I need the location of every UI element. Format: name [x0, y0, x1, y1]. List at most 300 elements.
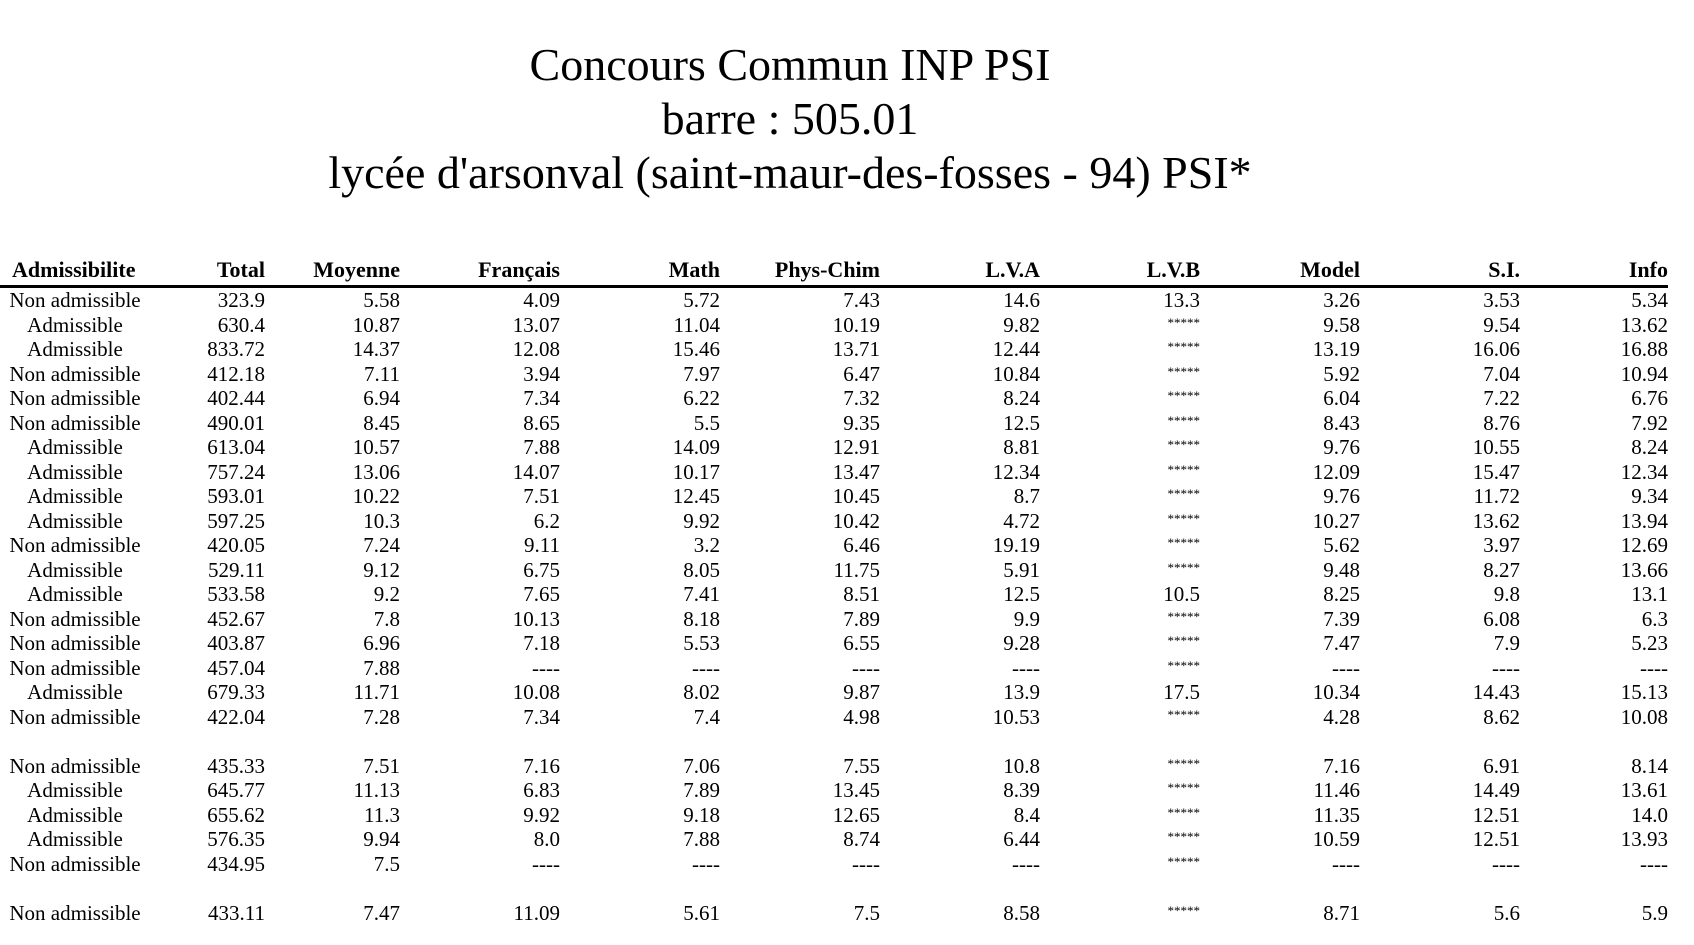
cell-total: 597.25: [207, 508, 265, 533]
cell-moyenne: 7.24: [363, 533, 400, 558]
table-row: [0, 509, 1668, 534]
cell-math: 8.02: [683, 680, 720, 705]
cell-francais: 6.83: [523, 778, 560, 803]
cell-lva: 9.28: [1003, 631, 1040, 656]
cell-si: 11.72: [1473, 484, 1520, 509]
cell-moyenne: 6.96: [363, 631, 400, 656]
cell-model: 5.92: [1323, 361, 1360, 386]
cell-info: 9.34: [1631, 484, 1668, 509]
column-header-phys-chim: Phys-Chim: [774, 257, 880, 282]
cell-lva: 4.72: [1003, 508, 1040, 533]
cell-moyenne: 7.47: [363, 900, 400, 925]
cell-info: 10.08: [1620, 704, 1668, 729]
cell-phys-chim: 10.45: [832, 484, 880, 509]
table-row: [0, 386, 1668, 411]
cell-lva: 12.5: [1003, 582, 1040, 607]
cell-lvb: *****: [1167, 657, 1200, 673]
table-row: [0, 435, 1668, 460]
cell-math: 8.05: [683, 557, 720, 582]
cell-math: 5.72: [683, 288, 720, 313]
cell-lvb: 10.5: [1163, 582, 1200, 607]
cell-lva: 9.82: [1003, 312, 1040, 337]
column-header-moyenne: Moyenne: [313, 257, 400, 282]
table-row: [0, 484, 1668, 509]
cell-math: 11.04: [673, 312, 720, 337]
cell-math: ----: [692, 655, 720, 680]
cell-math: 5.5: [693, 410, 720, 435]
cell-moyenne: 10.57: [352, 435, 400, 460]
cell-lvb: *****: [1167, 314, 1200, 330]
cell-lva: 10.53: [992, 704, 1040, 729]
table-row: [0, 631, 1668, 656]
cell-phys-chim: 8.74: [843, 827, 880, 852]
cell-info: 13.62: [1620, 312, 1668, 337]
cell-total: 757.24: [207, 459, 265, 484]
cell-francais: 12.08: [512, 337, 560, 362]
cell-lvb: *****: [1167, 461, 1200, 477]
cell-lva: ----: [1012, 655, 1040, 680]
cell-phys-chim: 7.5: [853, 900, 880, 925]
cell-si: 10.55: [1472, 435, 1520, 460]
cell-total: 422.04: [207, 704, 265, 729]
cell-math: 5.61: [683, 900, 720, 925]
cell-lva: 19.19: [992, 533, 1040, 558]
cell-admissibilite: Admissible: [27, 778, 123, 803]
cell-si: 7.04: [1483, 361, 1520, 386]
cell-francais: 7.16: [523, 753, 560, 778]
table-row: [0, 680, 1668, 705]
cell-total: 457.04: [207, 655, 265, 680]
table-row: [0, 287, 1668, 313]
cell-lvb: *****: [1167, 853, 1200, 869]
cell-lvb: *****: [1167, 412, 1200, 428]
cell-lva: 12.34: [992, 459, 1040, 484]
table-row: [0, 852, 1668, 877]
cell-total: 655.62: [207, 802, 265, 827]
cell-admissibilite: Admissible: [27, 557, 123, 582]
column-header-si: S.I.: [1488, 257, 1520, 282]
cell-admissibilite: Non admissible: [9, 386, 141, 411]
cell-admissibilite: Admissible: [27, 680, 123, 705]
cell-info: ----: [1640, 851, 1668, 876]
cell-info: 5.34: [1631, 288, 1668, 313]
cell-moyenne: 6.94: [363, 386, 400, 411]
cell-math: 7.4: [693, 704, 720, 729]
cell-info: 13.94: [1620, 508, 1668, 533]
cell-math: 8.18: [683, 606, 720, 631]
cell-francais: 8.65: [523, 410, 560, 435]
cell-admissibilite: Non admissible: [9, 900, 141, 925]
cell-info: 13.61: [1620, 778, 1668, 803]
cell-admissibilite: Non admissible: [9, 410, 141, 435]
cell-total: 452.67: [207, 606, 265, 631]
cell-math: 9.18: [683, 802, 720, 827]
cell-phys-chim: 8.51: [843, 582, 880, 607]
cell-moyenne: 8.45: [363, 410, 400, 435]
cell-si: ----: [1492, 851, 1520, 876]
cell-model: 10.59: [1312, 827, 1360, 852]
cell-total: 403.87: [207, 631, 265, 656]
blank-cell: [0, 876, 1668, 901]
table-row: [0, 705, 1668, 730]
cell-moyenne: 7.28: [363, 704, 400, 729]
cell-francais: ----: [532, 655, 560, 680]
cell-phys-chim: 12.91: [832, 435, 880, 460]
cell-moyenne: 9.2: [373, 582, 400, 607]
cell-moyenne: 7.51: [363, 753, 400, 778]
cell-lvb: *****: [1167, 437, 1200, 452]
cell-math: 6.22: [683, 386, 720, 411]
table-row: [0, 827, 1668, 852]
column-header-admissibilite: Admissibilite: [12, 257, 136, 282]
cell-moyenne: 7.5: [373, 851, 400, 876]
table-header-row: [0, 253, 1668, 287]
cell-lvb: *****: [1167, 804, 1200, 820]
column-header-info: Info: [1628, 257, 1668, 282]
page-title: Concours Commun INP PSI: [529, 39, 1051, 90]
cell-francais: 10.13: [512, 606, 560, 631]
cell-total: 613.04: [207, 435, 265, 460]
table-row: [0, 901, 1668, 926]
cell-si: 14.49: [1472, 778, 1520, 803]
cell-info: 5.9: [1641, 900, 1668, 925]
cell-francais: ----: [532, 851, 560, 876]
column-header-model: Model: [1300, 257, 1360, 282]
cell-francais: 7.34: [523, 704, 560, 729]
table-row: [0, 313, 1668, 338]
cell-lvb: *****: [1167, 510, 1200, 526]
cell-info: 12.34: [1620, 459, 1668, 484]
cell-model: 7.47: [1323, 631, 1360, 656]
cell-francais: 14.07: [512, 459, 560, 484]
cell-math: 3.2: [693, 533, 720, 558]
cell-phys-chim: 10.19: [832, 312, 880, 337]
cell-model: 7.16: [1323, 753, 1360, 778]
cell-phys-chim: 7.55: [843, 753, 880, 778]
cell-moyenne: 7.8: [373, 606, 400, 631]
report-header: [0, 38, 1580, 200]
cell-moyenne: 10.22: [352, 484, 400, 509]
cell-model: ----: [1332, 851, 1360, 876]
cell-lva: 12.44: [992, 337, 1040, 362]
cell-lvb: *****: [1167, 388, 1200, 403]
table-body: [0, 287, 1668, 926]
cell-phys-chim: 9.87: [843, 680, 880, 705]
cell-admissibilite: Non admissible: [9, 753, 141, 778]
cell-si: 12.51: [1472, 827, 1520, 852]
results-table: [0, 253, 1668, 925]
cell-total: 630.4: [217, 312, 265, 337]
cell-phys-chim: 6.47: [843, 361, 880, 386]
cell-si: 7.22: [1483, 386, 1520, 411]
cell-si: 16.06: [1472, 337, 1520, 362]
cell-lva: 10.84: [992, 361, 1040, 386]
cell-info: 7.92: [1631, 410, 1668, 435]
cell-info: 13.93: [1620, 827, 1668, 852]
cell-moyenne: 14.37: [352, 337, 400, 362]
cell-francais: 6.75: [523, 557, 560, 582]
cell-total: 434.95: [207, 851, 265, 876]
cell-phys-chim: 10.42: [832, 508, 880, 533]
cell-lva: ----: [1012, 851, 1040, 876]
cell-total: 435.33: [207, 753, 265, 778]
cell-lvb: *****: [1167, 829, 1200, 844]
cell-si: 9.8: [1493, 582, 1520, 607]
cell-model: 13.19: [1312, 337, 1360, 362]
cell-info: 12.69: [1620, 533, 1668, 558]
cell-lva: 6.44: [1003, 827, 1040, 852]
cell-lvb: 13.3: [1163, 288, 1200, 313]
cell-admissibilite: Non admissible: [9, 606, 141, 631]
cell-moyenne: 7.11: [364, 361, 400, 386]
cell-admissibilite: Admissible: [27, 337, 123, 362]
table-row: [0, 460, 1668, 485]
table-row: [0, 607, 1668, 632]
cell-si: 6.08: [1483, 606, 1520, 631]
cell-lvb: *****: [1167, 902, 1200, 918]
cell-info: 6.3: [1641, 606, 1668, 631]
cell-francais: 13.07: [512, 312, 560, 337]
cell-admissibilite: Admissible: [27, 508, 123, 533]
cell-francais: 7.51: [523, 484, 560, 509]
cell-si: 12.51: [1472, 802, 1520, 827]
cell-phys-chim: 7.32: [843, 386, 880, 411]
cell-si: 7.9: [1493, 631, 1520, 656]
cell-francais: 9.11: [524, 533, 560, 558]
cell-moyenne: 10.87: [352, 312, 400, 337]
cell-francais: 4.09: [523, 288, 560, 313]
cell-info: 13.66: [1620, 557, 1668, 582]
cell-math: 15.46: [672, 337, 720, 362]
cell-lvb: 17.5: [1163, 680, 1200, 705]
cell-total: 490.01: [207, 410, 265, 435]
cell-model: 5.62: [1323, 533, 1360, 558]
cell-lva: 8.7: [1013, 484, 1040, 509]
cell-info: ----: [1640, 655, 1668, 680]
column-header-math: Math: [668, 257, 720, 282]
cell-model: 6.04: [1323, 386, 1360, 411]
column-header-total: Total: [216, 257, 265, 282]
cell-lva: 8.4: [1013, 802, 1040, 827]
cell-phys-chim: 13.47: [832, 459, 880, 484]
cell-francais: 3.94: [523, 361, 560, 386]
cell-model: 11.35: [1313, 802, 1360, 827]
cell-phys-chim: 6.46: [843, 533, 880, 558]
table-row: [0, 582, 1668, 607]
cell-lvb: *****: [1167, 486, 1200, 501]
cell-model: 3.26: [1323, 288, 1360, 313]
cell-model: 10.34: [1312, 680, 1360, 705]
cell-lva: 13.9: [1003, 680, 1040, 705]
cell-model: 8.71: [1323, 900, 1360, 925]
blank-row: [0, 729, 1668, 754]
cell-phys-chim: 6.55: [843, 631, 880, 656]
cell-total: 576.35: [207, 827, 265, 852]
cell-phys-chim: ----: [852, 655, 880, 680]
cell-total: 533.58: [207, 582, 265, 607]
cell-info: 15.13: [1620, 680, 1668, 705]
cell-model: ----: [1332, 655, 1360, 680]
cell-admissibilite: Admissible: [27, 484, 123, 509]
column-header-lvb: L.V.B: [1146, 257, 1200, 282]
cell-francais: 7.65: [523, 582, 560, 607]
cell-model: 9.58: [1323, 312, 1360, 337]
cell-admissibilite: Admissible: [27, 312, 123, 337]
table-row: [0, 533, 1668, 558]
cell-lva: 8.58: [1003, 900, 1040, 925]
cell-math: 5.53: [683, 631, 720, 656]
cell-total: 412.18: [207, 361, 265, 386]
cell-total: 420.05: [207, 533, 265, 558]
cell-model: 8.25: [1323, 582, 1360, 607]
cell-moyenne: 11.71: [353, 680, 400, 705]
cell-phys-chim: 7.43: [843, 288, 880, 313]
table-row: [0, 411, 1668, 436]
cell-admissibilite: Non admissible: [9, 361, 141, 386]
blank-cell: [0, 729, 1668, 754]
cell-si: 14.43: [1472, 680, 1520, 705]
cell-model: 9.48: [1323, 557, 1360, 582]
cell-moyenne: 5.58: [363, 288, 400, 313]
cell-moyenne: 11.13: [353, 778, 400, 803]
cell-francais: 7.88: [523, 435, 560, 460]
cell-math: 9.92: [683, 508, 720, 533]
cell-admissibilite: Admissible: [27, 802, 123, 827]
cell-model: 7.39: [1323, 606, 1360, 631]
cell-admissibilite: Admissible: [27, 435, 123, 460]
table-row: [0, 362, 1668, 387]
cell-francais: 10.08: [512, 680, 560, 705]
cell-info: 6.76: [1631, 386, 1668, 411]
cell-total: 529.11: [208, 557, 265, 582]
cell-math: 7.89: [683, 778, 720, 803]
cell-admissibilite: Non admissible: [9, 631, 141, 656]
cell-admissibilite: Admissible: [27, 582, 123, 607]
cell-phys-chim: 4.98: [843, 704, 880, 729]
cell-moyenne: 10.3: [363, 508, 400, 533]
cell-math: 7.41: [683, 582, 720, 607]
cell-francais: 7.18: [523, 631, 560, 656]
cell-lvb: *****: [1167, 339, 1200, 354]
cell-admissibilite: Non admissible: [9, 704, 141, 729]
cell-francais: 11.09: [513, 900, 560, 925]
cell-phys-chim: 12.65: [832, 802, 880, 827]
cell-model: 9.76: [1323, 435, 1360, 460]
cell-moyenne: 7.88: [363, 655, 400, 680]
table-row: [0, 778, 1668, 803]
cell-math: 14.09: [672, 435, 720, 460]
cell-lvb: *****: [1167, 535, 1200, 550]
cell-lvb: *****: [1167, 608, 1200, 624]
cell-total: 402.44: [207, 386, 265, 411]
cell-moyenne: 13.06: [352, 459, 400, 484]
cell-total: 433.11: [208, 900, 265, 925]
cell-lva: 10.8: [1003, 753, 1040, 778]
cell-si: 6.91: [1483, 753, 1520, 778]
cell-model: 12.09: [1312, 459, 1360, 484]
cell-lvb: *****: [1167, 633, 1200, 648]
cell-phys-chim: 9.35: [843, 410, 880, 435]
cell-lva: 14.6: [1003, 288, 1040, 313]
cell-lva: 9.9: [1013, 606, 1040, 631]
cell-francais: 9.92: [523, 802, 560, 827]
cell-lva: 8.24: [1003, 386, 1040, 411]
cell-model: 4.28: [1323, 704, 1360, 729]
column-header-lva: L.V.A: [985, 257, 1040, 282]
cell-si: ----: [1492, 655, 1520, 680]
cell-admissibilite: Non admissible: [9, 288, 141, 313]
cell-lva: 8.39: [1003, 778, 1040, 803]
cell-si: 13.62: [1472, 508, 1520, 533]
cell-admissibilite: Non admissible: [9, 655, 141, 680]
cell-lvb: *****: [1167, 780, 1200, 795]
cell-info: 14.0: [1631, 802, 1668, 827]
cell-admissibilite: Non admissible: [9, 851, 141, 876]
cell-admissibilite: Admissible: [27, 827, 123, 852]
table-row: [0, 656, 1668, 681]
cell-si: 8.76: [1483, 410, 1520, 435]
cell-lvb: *****: [1167, 363, 1200, 379]
cell-math: 7.06: [683, 753, 720, 778]
cell-info: 8.14: [1631, 753, 1668, 778]
cell-lvb: *****: [1167, 755, 1200, 771]
cell-math: ----: [692, 851, 720, 876]
cell-lvb: *****: [1167, 706, 1200, 722]
blank-row: [0, 876, 1668, 901]
cell-si: 8.62: [1483, 704, 1520, 729]
cell-admissibilite: Admissible: [27, 459, 123, 484]
cell-lva: 5.91: [1003, 557, 1040, 582]
cell-total: 833.72: [207, 337, 265, 362]
cell-math: 10.17: [672, 459, 720, 484]
cell-si: 5.6: [1493, 900, 1520, 925]
cell-phys-chim: 13.45: [832, 778, 880, 803]
cell-info: 13.1: [1631, 582, 1668, 607]
column-header-francais: Français: [478, 257, 560, 282]
cell-info: 10.94: [1620, 361, 1668, 386]
table-row: [0, 754, 1668, 779]
cell-francais: 7.34: [523, 386, 560, 411]
cell-info: 5.23: [1631, 631, 1668, 656]
cell-model: 11.46: [1313, 778, 1360, 803]
cell-phys-chim: 11.75: [833, 557, 880, 582]
cell-si: 8.27: [1483, 557, 1520, 582]
cell-model: 8.43: [1323, 410, 1360, 435]
barre-threshold: barre : 505.01: [661, 93, 919, 144]
cell-math: 7.88: [683, 827, 720, 852]
cell-info: 8.24: [1631, 435, 1668, 460]
table-row: [0, 337, 1668, 362]
cell-moyenne: 9.12: [363, 557, 400, 582]
cell-total: 645.77: [207, 778, 265, 803]
cell-info: 16.88: [1620, 337, 1668, 362]
cell-model: 10.27: [1312, 508, 1360, 533]
school-name: lycée d'arsonval (saint-maur-des-fosses - 94) PSI*: [328, 147, 1252, 198]
cell-phys-chim: 13.71: [832, 337, 880, 362]
cell-admissibilite: Non admissible: [9, 533, 141, 558]
cell-si: 15.47: [1472, 459, 1520, 484]
cell-francais: 6.2: [533, 508, 560, 533]
cell-math: 7.97: [683, 361, 720, 386]
cell-lva: 8.81: [1003, 435, 1040, 460]
cell-phys-chim: 7.89: [843, 606, 880, 631]
cell-moyenne: 9.94: [363, 827, 400, 852]
cell-francais: 8.0: [533, 827, 560, 852]
table-row: [0, 803, 1668, 828]
cell-total: 593.01: [207, 484, 265, 509]
cell-math: 12.45: [672, 484, 720, 509]
cell-si: 3.53: [1483, 288, 1520, 313]
